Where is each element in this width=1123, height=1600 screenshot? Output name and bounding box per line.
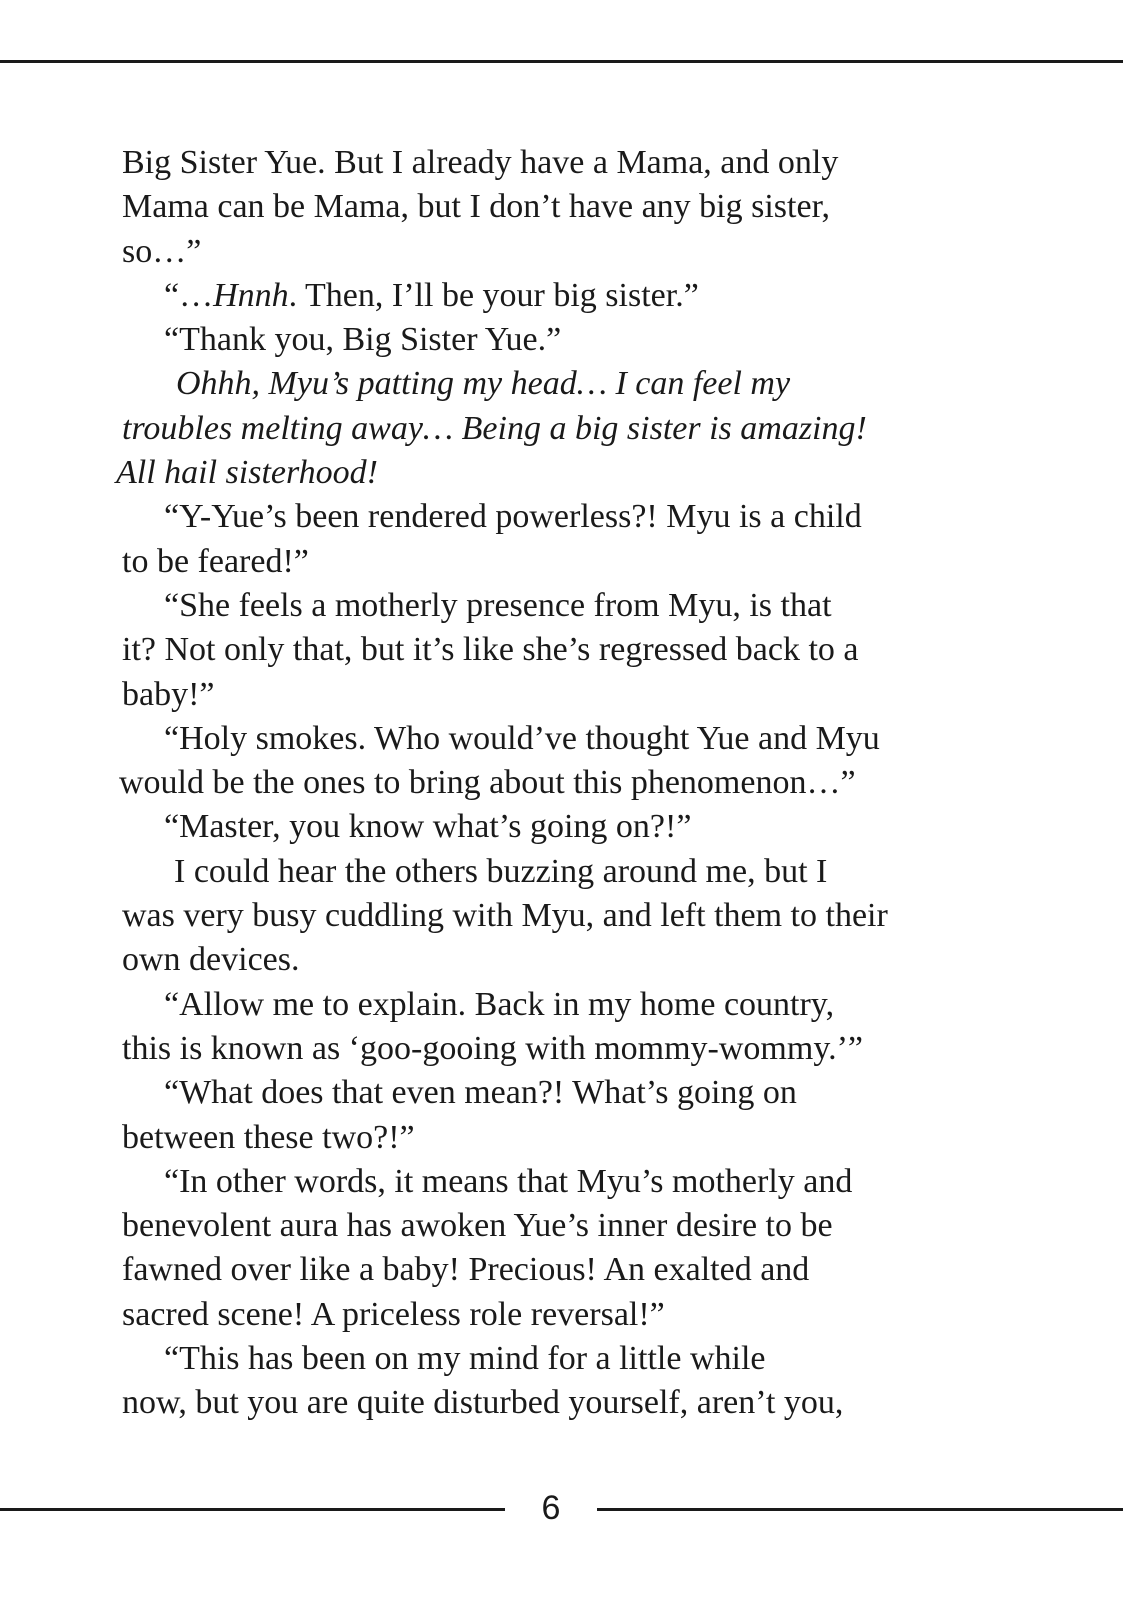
text-line: “In other words, it means that Myu’s motherly and [164,1162,853,1200]
text-line: between these two?!” [122,1118,415,1156]
italic-text-line: All hail sisterhood! [116,454,378,492]
text-line: sacred scene! A priceless role reversal!” [122,1295,665,1333]
page-number: 6 [541,1489,561,1527]
text-line: “Y-Yue’s been rendered powerless?! Myu is a child [164,498,862,536]
text-line: “Allow me to explain. Back in my home country, [164,985,835,1023]
text-line: I could hear the others buzzing around me, but I [174,852,828,890]
text-line: “Holy smokes. Who would’ve thought Yue and Myu [164,719,880,757]
text-line: “Master, you know what’s going on?!” [164,808,692,846]
text-line: “This has been on my mind for a little while [164,1340,766,1378]
text-line: this is known as ‘goo-gooing with mommy-wommy.’” [122,1029,864,1067]
text-line: it? Not only that, but it’s like she’s regressed back to a [122,631,859,669]
text-line: Mama can be Mama, but I don’t have any big sister, [122,188,831,226]
footer-rule-right [597,1508,1123,1511]
text-line: benevolent aura has awoken Yue’s inner desire to be [122,1207,833,1245]
text-fragment: . Then, I’ll be your big sister.” [288,276,699,314]
italic-text-line: Ohhh, Myu’s patting my head… I can feel my [176,365,791,403]
text-line [122,274,972,318]
text-line: own devices. [122,941,300,979]
text-line: “What does that even mean?! What’s going on [164,1074,797,1112]
italic-fragment: Hnnh [213,276,289,314]
text-line: Big Sister Yue. But I already have a Mama, and only [122,144,839,181]
text-line: now, but you are quite disturbed yourself, aren’t you, [122,1384,844,1422]
text-line: so…” [122,232,202,270]
text-line: “She feels a motherly presence from Myu, is that [164,586,832,624]
text-line: would be the ones to bring about this phenomenon…” [119,764,856,802]
text-line: baby!” [122,675,215,713]
text-line: fawned over like a baby! Precious! An exalted and [122,1251,810,1289]
text-line: was very busy cuddling with Myu, and left them to their [122,897,888,935]
italic-text-line: troubles melting away… Being a big sister is amazing! [122,409,867,447]
text-line: to be feared!” [122,542,309,580]
footer-rule-left [0,1508,505,1511]
header-rule [0,60,1123,63]
text-line: “Thank you, Big Sister Yue.” [164,321,562,359]
page-text [116,141,972,1426]
text-fragment: “… [164,276,214,314]
